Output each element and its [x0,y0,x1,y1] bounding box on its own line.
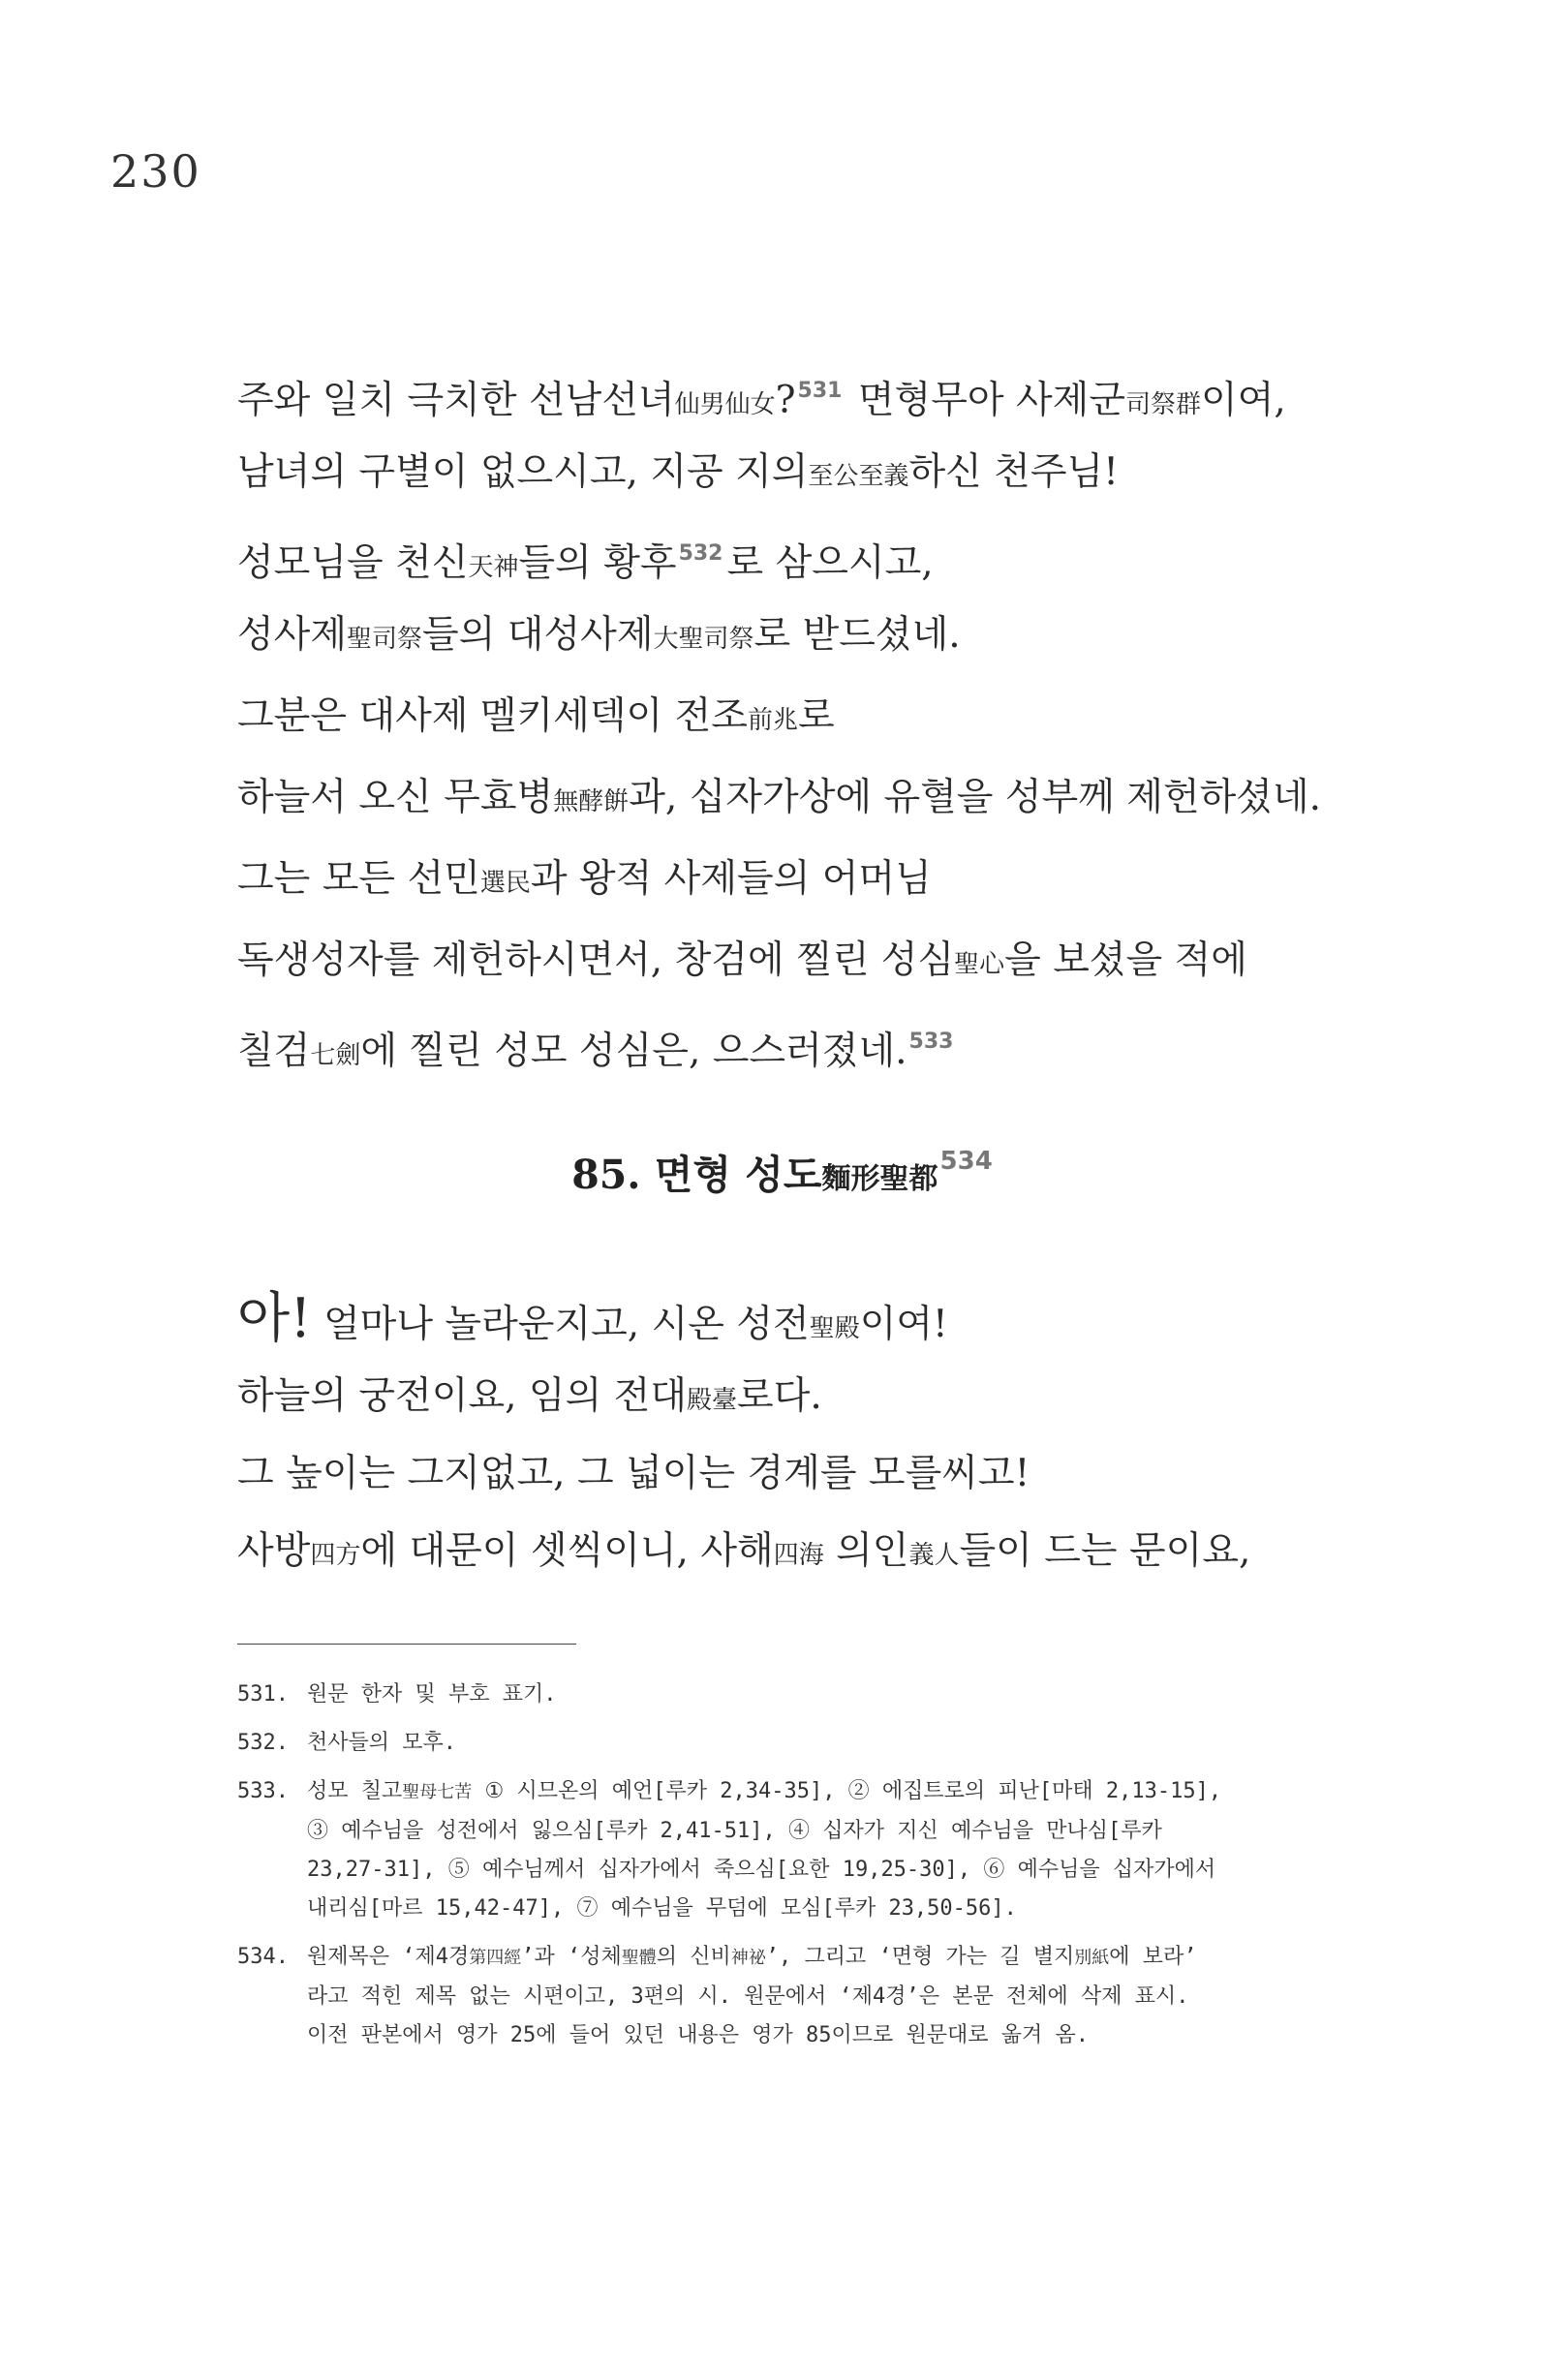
footnote-ref[interactable]: 531 [797,379,843,403]
poem-line [237,432,1399,513]
text-run: 천사들의 모후. [307,1731,457,1755]
text-run: 남녀의 구별이 없으시고, 지공 지의 [237,450,809,494]
footnote-text [307,1938,1312,2055]
poem-stanza [237,351,1399,1083]
footnote-line [307,1938,1312,1978]
text-run: 독생성자를 제헌하시면서, 창검에 찔린 성심 [237,938,955,982]
text-run: 을 보셨을 적에 [1004,938,1247,982]
footnote-text [307,1772,1312,1928]
hanja-gloss: 殿臺 [687,1386,738,1415]
text-run: 에 대문이 셋씩이니, 사해 [360,1529,774,1573]
footnote-ref[interactable]: 533 [908,1030,954,1054]
text-run: ’, 그리고 ‘면형 가는 길 별지 [765,1945,1075,1969]
hanja-gloss: 七劍 [310,1041,361,1070]
text-run: 성사제 [237,613,348,657]
text-run: 주와 일치 극치한 선남선녀 [237,379,675,422]
footnote-line [307,2016,1312,2055]
text-run: 과 왕적 사제들의 어머님 [530,857,932,901]
poem-line [237,351,1399,432]
footnote-line [307,1676,1312,1714]
footnote-ref[interactable]: 534 [939,1147,993,1176]
section-title-hanja: 麵形聖都 [821,1162,938,1196]
footnote-divider [237,1644,576,1645]
verse-line [237,1358,1399,1435]
text-run: 로 삼으시고, [726,541,934,585]
text-run: 과, 십자가상에 유혈을 성부께 제헌하셨네. [629,776,1322,819]
text-run: 로 받드셨네. [753,613,961,657]
hanja-gloss: 四方 [310,1541,361,1570]
poem-line [237,920,1399,1001]
hanja-gloss: 神祕 [730,1948,766,1968]
text-run: 로다. [737,1374,822,1418]
poem-line [237,1001,1399,1083]
hanja-gloss: 義人 [908,1541,960,1570]
text-run: 성모님을 천신 [237,541,469,585]
footnote-line [307,1978,1312,2016]
verse-line [237,1435,1399,1513]
footnote-line [307,1724,1312,1763]
text-run: 성모 칠고 [307,1779,403,1803]
section-title: 85. 면형 성도 [571,1152,822,1198]
footnote-line [307,1851,1312,1890]
text-run: 들이 드는 문이요, [959,1529,1251,1573]
hanja-gloss: 聖母七苦 [402,1782,473,1802]
text-run: 면형무아 사제군 [845,379,1125,422]
text-run: 원제목은 ‘제4경 [307,1945,470,1969]
text-run: 들의 황후 [518,541,677,585]
hanja-gloss: 仙男仙女 [674,390,776,419]
poem-line [237,676,1399,757]
hanja-gloss: 聖心 [954,950,1005,979]
text-run: 원문 한자 및 부호 표기. [307,1682,557,1707]
hanja-gloss: 天神 [468,553,519,582]
text-run: 이전 판본에서 영가 25에 들어 있던 내용은 영가 85이므로 원문대로 옮겨 옴. [307,2023,1089,2047]
text-run: 로 [797,694,835,738]
text-run: 의 신비 [656,1945,731,1969]
footnote-ref[interactable]: 532 [678,541,723,566]
footnote [237,1676,1312,1714]
text-run: 하늘서 오신 무효병 [237,776,554,819]
text-run: 하신 천주님! [908,450,1119,494]
text-run: ③ 예수님을 성전에서 잃으심[루카 2,41-51], ④ 십자가 지신 예수님을 만나심[루카 [307,1819,1162,1843]
hanja-gloss: 至公至義 [808,462,909,491]
footnote [237,1772,1312,1928]
text-run: 얼마나 놀라운지고, 시온 성전 [311,1303,810,1346]
footnote-number: 531. [237,1682,289,1707]
poem-line [237,839,1399,920]
text-run: 내리심[마르 15,42-47], ⑦ 예수님을 무덤에 모심[루카 23,50-56]. [307,1896,1017,1921]
hanja-gloss: 四海 [773,1541,824,1570]
poem-line [237,595,1399,676]
footnotes [237,1676,1312,2065]
hanja-gloss: 選民 [479,869,531,898]
footnote-line [307,1890,1312,1928]
text-run: 사방 [237,1529,311,1573]
verse-stanza [237,1280,1399,1590]
text-run: 라고 적힌 제목 없는 시편이고, 3편의 시. 원문에서 ‘제4경’은 본문 전체에 삭제 표시. [307,1984,1189,2009]
text-run: 그 높이는 그지없고, 그 넓이는 경계를 모를씨고! [237,1452,1030,1495]
page-number: 230 [110,145,201,198]
text-run: 하늘의 궁전이요, 임의 전대 [237,1374,688,1418]
footnote [237,1724,1312,1763]
text-run: 그는 모든 선민 [237,857,480,901]
text-run: 이여! [859,1303,948,1346]
poem-line [237,757,1399,839]
hanja-gloss: 司祭群 [1125,390,1202,419]
hanja-gloss: 第四經 [469,1948,522,1968]
hanja-gloss: 大聖司祭 [653,625,754,654]
hanja-gloss: 聖體 [621,1948,657,1968]
hanja-gloss: 聖殿 [809,1314,860,1343]
text-run: ① 시므온의 예언[루카 2,34-35], ② 에집트로의 피난[마태 2,13-15], [472,1779,1222,1803]
opening-exclamation: 아! [237,1287,312,1350]
text-run: ? [775,379,796,422]
text-run: 23,27-31], ⑤ 예수님께서 십자가에서 죽으심[요한 19,25-30], ⑥ 예수님을 십자가에서 [307,1858,1216,1882]
section-heading [0,1143,1568,1200]
hanja-gloss: 前兆 [747,706,798,735]
text-run: 의인 [823,1529,909,1573]
verse-line [237,1280,1399,1358]
footnote-number: 532. [237,1731,289,1755]
verse-line [237,1513,1399,1590]
text-run: 이여, [1201,379,1286,422]
footnote-line [307,1812,1312,1851]
hanja-gloss: 聖司祭 [347,625,423,654]
footnote-text [307,1724,1312,1763]
text-run: 에 보라’ [1109,1945,1197,1969]
hanja-gloss: 別紙 [1074,1948,1110,1968]
footnote-number: 533. [237,1779,289,1803]
text-run: 에 찔린 성모 성심은, 으스러졌네. [360,1030,907,1073]
footnote [237,1938,1312,2055]
text-run: 그분은 대사제 멜키세덱이 전조 [237,694,748,738]
footnote-text [307,1676,1312,1714]
text-run: 칠검 [237,1030,311,1073]
text-run: 들의 대성사제 [422,613,654,657]
footnote-number: 534. [237,1945,289,1969]
poem-line [237,513,1399,595]
hanja-gloss: 無酵餠 [553,787,630,816]
footnote-line [307,1772,1312,1812]
text-run: ’과 ‘성체 [521,1945,622,1969]
